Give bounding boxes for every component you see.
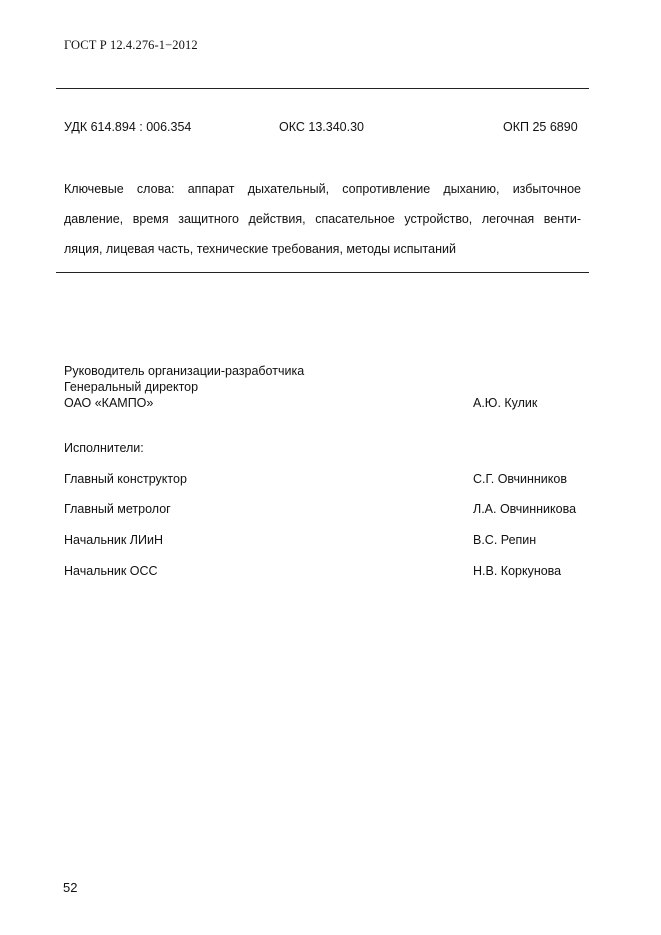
executor-role: Главный метролог [64, 502, 171, 516]
executor-role: Главный конструктор [64, 472, 187, 486]
executor-name: Л.А. Овчинникова [473, 502, 577, 516]
head-organization: ОАО «КАМПО» [64, 396, 154, 410]
page-number: 52 [63, 880, 78, 895]
executor-role: Начальник ОСС [64, 564, 158, 578]
head-name: А.Ю. Кулик [473, 396, 538, 410]
udk-code: УДК 614.894 : 006.354 [64, 120, 192, 134]
standard-header: ГОСТ Р 12.4.276-1−2012 [64, 38, 198, 52]
head-position: Генеральный директор [64, 380, 199, 394]
executor-name: Н.В. Коркунова [473, 564, 562, 578]
executors-heading: Исполнители: [64, 441, 144, 455]
okp-code: ОКП 25 6890 [503, 120, 578, 134]
top-rule [56, 88, 589, 89]
keywords-line-1: Ключевые слова: аппарат дыхательный, сопротивление дыханию, избыточное [64, 182, 581, 196]
bottom-rule [56, 272, 589, 273]
executor-name: В.С. Репин [473, 533, 537, 547]
keywords-line-3: ляция, лицевая часть, технические требования, методы испытаний [64, 242, 456, 256]
keywords-line-2: давление, время защитного действия, спасательное устройство, легочная венти- [64, 212, 581, 226]
head-title: Руководитель организации-разработчика [64, 364, 305, 378]
executor-name: С.Г. Овчинников [473, 472, 567, 486]
oks-code: ОКС 13.340.30 [279, 120, 364, 134]
executor-role: Начальник ЛИиН [64, 533, 163, 547]
